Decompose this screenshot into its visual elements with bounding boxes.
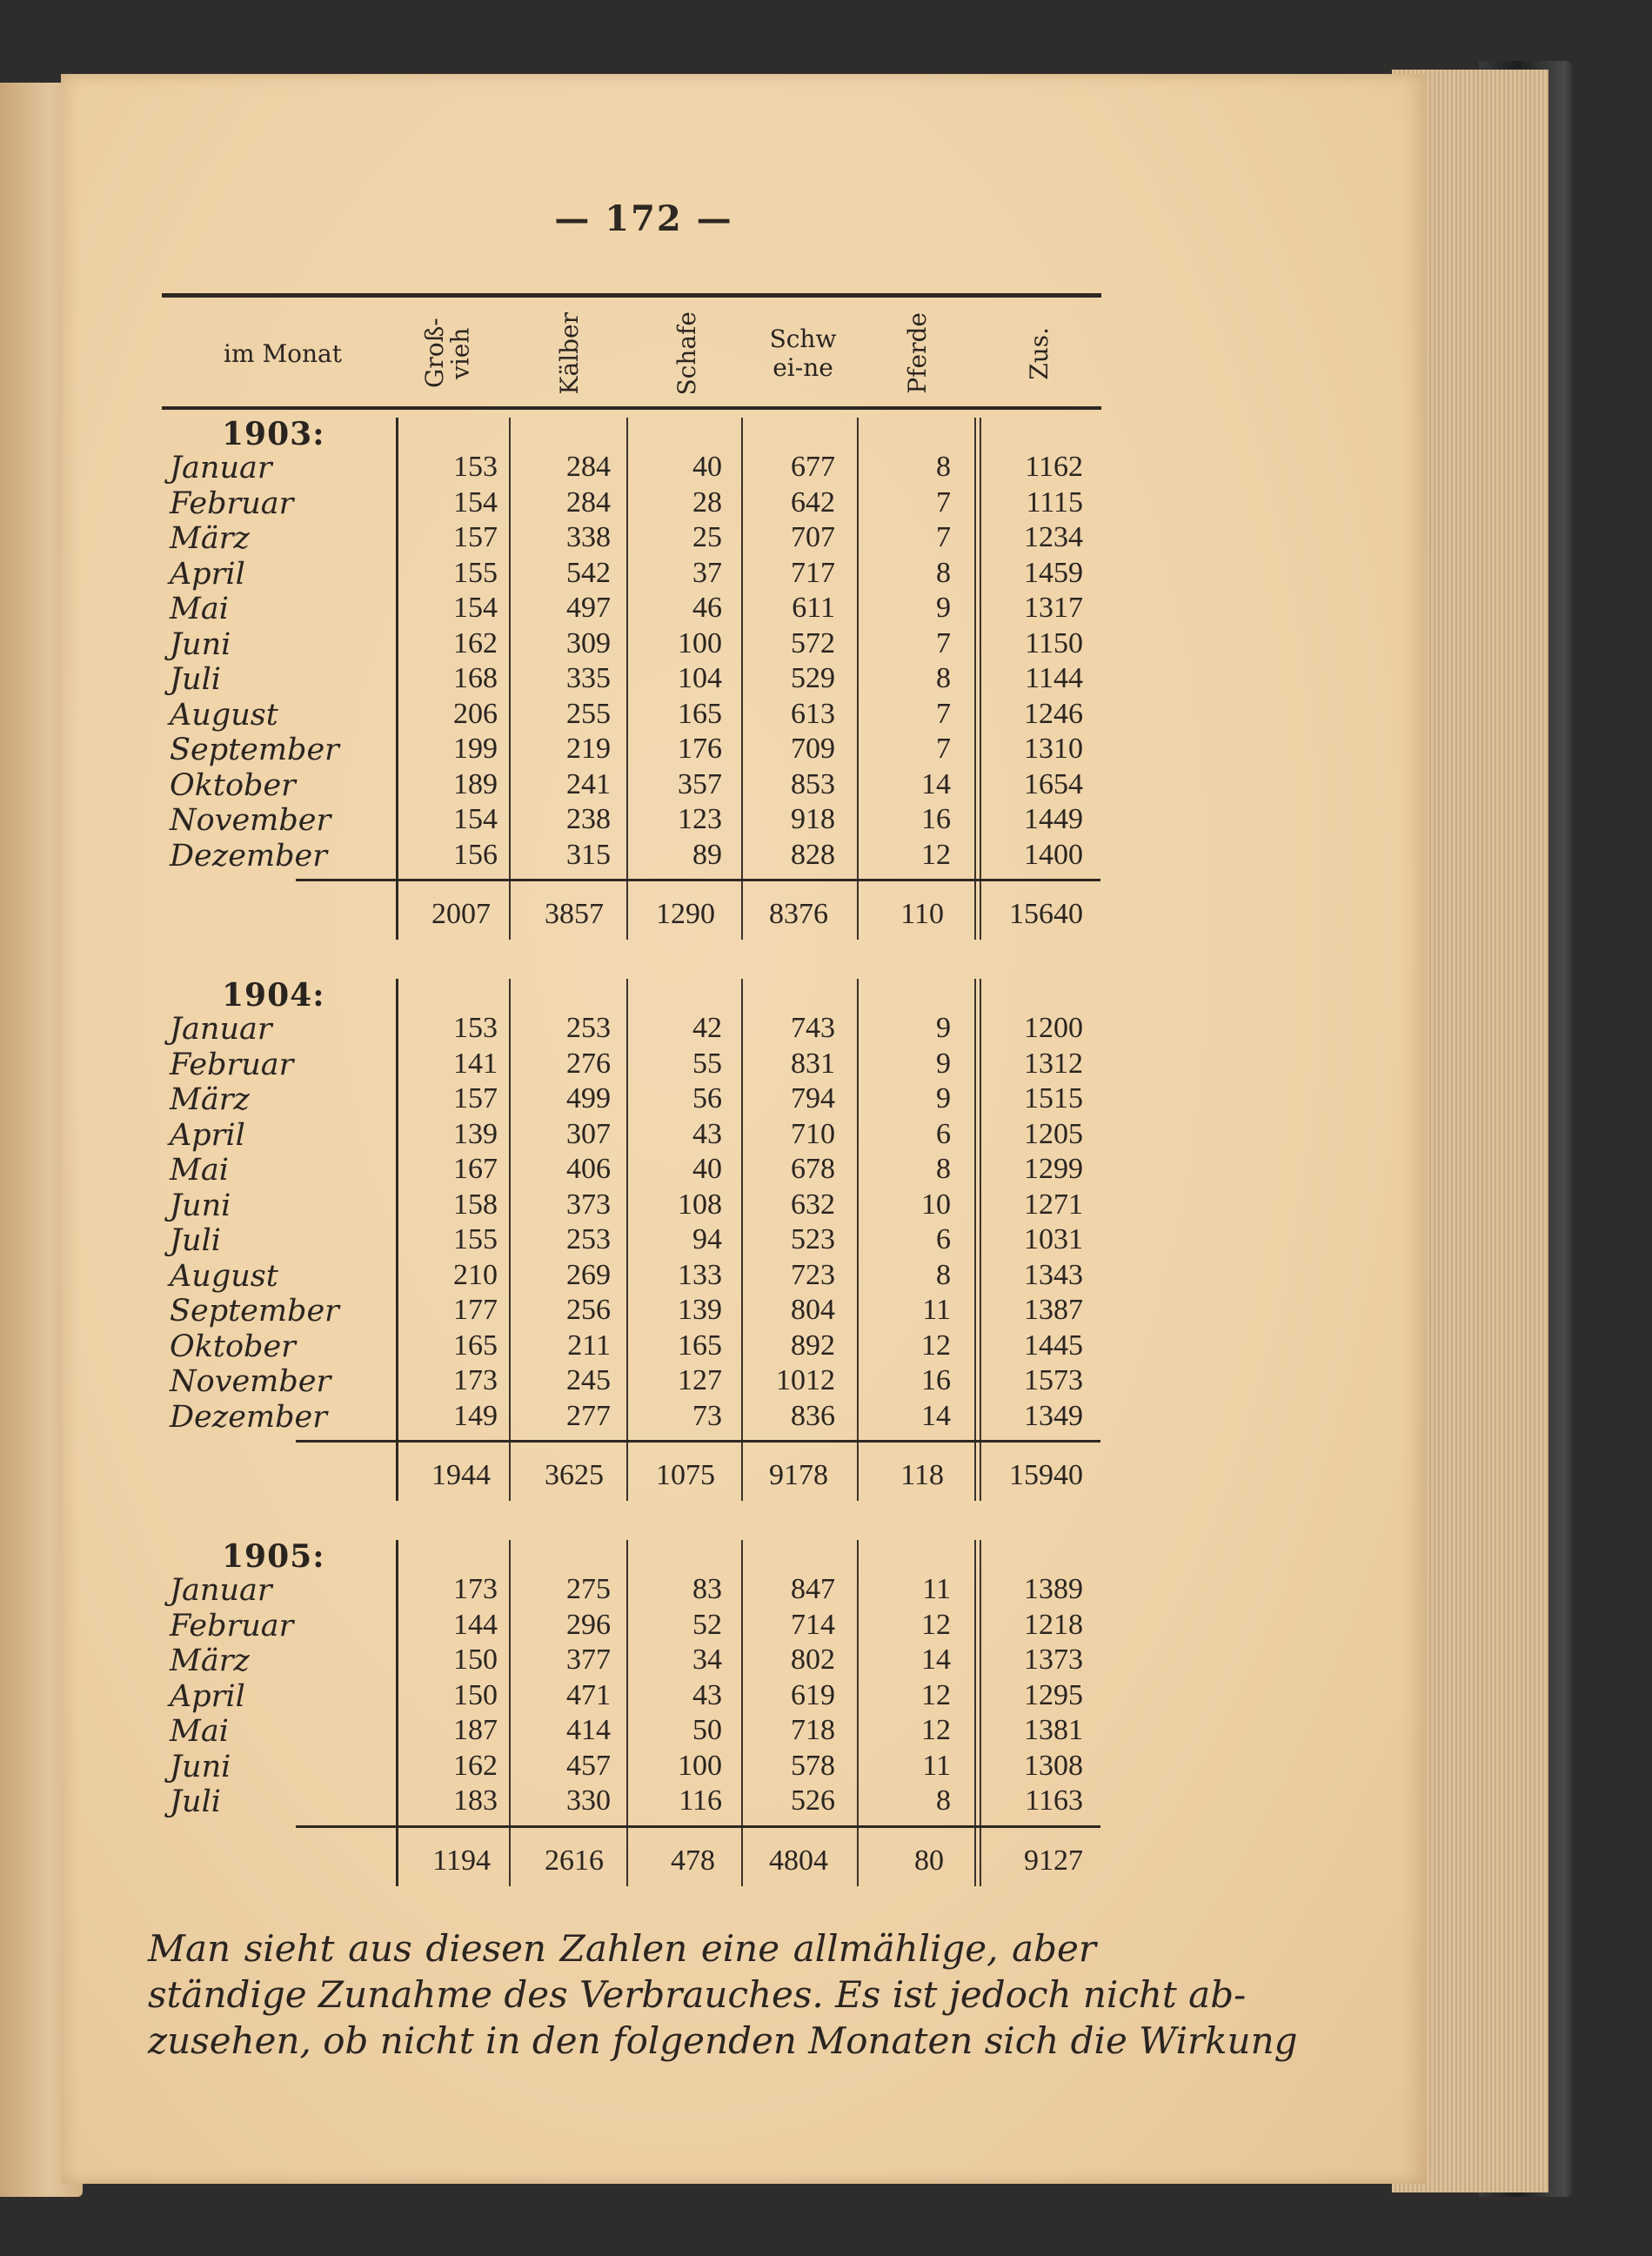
table-cell: 11 xyxy=(922,1573,951,1605)
table-top-rule xyxy=(162,293,1101,298)
month-label: März xyxy=(170,521,250,556)
table-cell: 804 xyxy=(791,1294,835,1326)
total-cell: 110 xyxy=(900,898,944,930)
month-label: September xyxy=(170,1294,339,1329)
column-divider xyxy=(980,1540,981,1886)
table-cell: 43 xyxy=(692,1678,722,1711)
table-cell: 9 xyxy=(936,592,951,624)
table-cell: 7 xyxy=(936,521,951,553)
header-kaelber xyxy=(513,305,626,402)
table-cell: 56 xyxy=(692,1082,722,1115)
column-divider xyxy=(626,1540,628,1886)
header-pferde xyxy=(861,305,974,402)
month-label: Mai xyxy=(170,1153,229,1188)
table-cell: 714 xyxy=(791,1608,835,1641)
table-cell: 529 xyxy=(791,662,835,694)
table-cell: 16 xyxy=(921,1364,951,1396)
table-cell: 497 xyxy=(566,592,611,624)
table-cell: 1515 xyxy=(1024,1082,1083,1115)
table-cell: 743 xyxy=(791,1012,835,1044)
table-cell: 144 xyxy=(453,1608,498,1641)
table-cell: 1162 xyxy=(1025,451,1083,483)
table-cell: 1573 xyxy=(1024,1364,1083,1396)
table-cell: 14 xyxy=(921,1399,951,1432)
table-cell: 8 xyxy=(936,662,951,694)
month-label: Juli xyxy=(170,1784,221,1819)
table-cell: 330 xyxy=(566,1784,611,1817)
table-cell: 123 xyxy=(678,803,722,835)
table-cell: 1654 xyxy=(1024,767,1083,800)
total-cell: 15640 xyxy=(1009,898,1083,930)
table-cell: 619 xyxy=(791,1678,835,1711)
table-cell: 241 xyxy=(566,767,611,800)
total-cell: 1194 xyxy=(432,1844,491,1877)
table-cell: 94 xyxy=(692,1223,722,1255)
table-cell: 139 xyxy=(453,1117,498,1150)
table-cell: 613 xyxy=(791,697,835,730)
month-label: Mai xyxy=(170,592,229,626)
table-cell: 199 xyxy=(453,733,498,765)
paragraph-line: Man sieht aus diesen Zahlen eine allmählige, aber xyxy=(148,1927,1096,1970)
table-cell: 707 xyxy=(791,521,835,553)
month-label: Oktober xyxy=(170,767,296,803)
table-cell: 189 xyxy=(453,767,498,800)
table-cell: 338 xyxy=(566,521,611,553)
table-cell: 154 xyxy=(453,592,498,624)
table-cell: 642 xyxy=(791,485,835,519)
column-divider xyxy=(857,418,859,940)
table-cell: 578 xyxy=(791,1749,835,1782)
table-cell: 157 xyxy=(453,1082,498,1115)
month-label: Mai xyxy=(170,1714,229,1749)
total-cell: 8376 xyxy=(769,898,828,930)
total-cell: 80 xyxy=(914,1844,944,1877)
month-label: Januar xyxy=(170,1012,272,1047)
total-cell: 2616 xyxy=(545,1844,604,1877)
table-cell: 253 xyxy=(566,1223,611,1255)
total-cell: 1075 xyxy=(656,1459,715,1491)
table-cell: 176 xyxy=(678,733,722,765)
column-divider xyxy=(626,418,628,940)
month-label: August xyxy=(170,1258,278,1294)
table-cell: 154 xyxy=(453,485,498,519)
year-heading: 1903: xyxy=(222,416,325,452)
header-kaelber-label: Kälber xyxy=(555,311,585,395)
table-cell: 836 xyxy=(791,1399,835,1432)
table-cell: 155 xyxy=(453,556,498,589)
table-cell: 918 xyxy=(791,803,835,835)
table-cell: 1445 xyxy=(1024,1329,1083,1362)
header-zus-label: Zus. xyxy=(1025,326,1054,380)
table-cell: 165 xyxy=(678,697,722,730)
table-cell: 165 xyxy=(678,1329,722,1362)
table-cell: 104 xyxy=(678,662,722,694)
table-cell: 1205 xyxy=(1024,1117,1083,1150)
column-divider xyxy=(857,979,859,1501)
table-cell: 1312 xyxy=(1024,1047,1083,1080)
sum-rule xyxy=(296,1825,1100,1828)
table-cell: 831 xyxy=(791,1047,835,1080)
table-cell: 542 xyxy=(566,556,611,589)
year-heading: 1904: xyxy=(222,977,325,1014)
table-cell: 1343 xyxy=(1024,1258,1083,1291)
table-cell: 9 xyxy=(936,1082,951,1115)
table-cell: 11 xyxy=(922,1294,951,1326)
paragraph-line: zusehen, ob nicht in den folgenden Monaten sich die Wirkung xyxy=(148,2019,1298,2062)
table-cell: 7 xyxy=(936,626,951,659)
table-cell: 377 xyxy=(566,1643,611,1676)
table-cell: 16 xyxy=(921,803,951,835)
header-month-label: im Monat xyxy=(224,338,342,368)
total-cell: 4804 xyxy=(769,1844,828,1877)
table-cell: 14 xyxy=(921,1643,951,1676)
total-cell: 118 xyxy=(900,1459,944,1491)
table-cell: 1295 xyxy=(1024,1678,1083,1711)
table-cell: 156 xyxy=(453,838,498,871)
table-cell: 1317 xyxy=(1024,592,1083,624)
table-cell: 499 xyxy=(566,1082,611,1115)
header-schafe xyxy=(631,305,744,402)
month-label: Februar xyxy=(170,485,294,521)
table-cell: 1389 xyxy=(1024,1573,1083,1605)
total-cell: 1290 xyxy=(656,898,715,930)
table-cell: 83 xyxy=(692,1573,722,1605)
table-cell: 211 xyxy=(567,1329,611,1362)
table-cell: 8 xyxy=(936,556,951,589)
table-cell: 1271 xyxy=(1024,1188,1083,1221)
table-cell: 1308 xyxy=(1024,1749,1083,1782)
table-cell: 710 xyxy=(791,1117,835,1150)
table-cell: 153 xyxy=(453,1012,498,1044)
table-cell: 28 xyxy=(692,485,722,519)
table-cell: 34 xyxy=(692,1643,722,1676)
table-cell: 116 xyxy=(679,1784,722,1817)
table-cell: 1144 xyxy=(1025,662,1083,694)
table-cell: 406 xyxy=(566,1153,611,1185)
column-divider xyxy=(741,979,743,1501)
table-cell: 847 xyxy=(791,1573,835,1605)
table-cell: 9 xyxy=(936,1047,951,1080)
column-divider xyxy=(509,1540,511,1886)
total-cell: 9178 xyxy=(769,1459,828,1491)
table-cell: 1449 xyxy=(1024,803,1083,835)
table-cell: 892 xyxy=(791,1329,835,1362)
table-cell: 73 xyxy=(692,1399,722,1432)
table-cell: 12 xyxy=(921,1329,951,1362)
table-cell: 7 xyxy=(936,697,951,730)
table-cell: 55 xyxy=(692,1047,722,1080)
table-cell: 296 xyxy=(566,1608,611,1641)
table-cell: 162 xyxy=(453,626,498,659)
header-schafe-label: Schafe xyxy=(672,311,702,396)
sum-rule xyxy=(296,1440,1100,1443)
column-divider xyxy=(509,979,511,1501)
table-cell: 46 xyxy=(692,592,722,624)
column-divider xyxy=(509,418,511,940)
table-cell: 1349 xyxy=(1024,1399,1083,1432)
table-cell: 150 xyxy=(453,1643,498,1676)
table-cell: 155 xyxy=(453,1223,498,1255)
month-label: September xyxy=(170,733,339,767)
table-cell: 357 xyxy=(678,767,722,800)
month-label: August xyxy=(170,697,278,733)
header-pferde-label: Pferde xyxy=(903,312,933,394)
table-cell: 139 xyxy=(678,1294,722,1326)
table-cell: 1200 xyxy=(1024,1012,1083,1044)
table-cell: 127 xyxy=(678,1364,722,1396)
column-divider xyxy=(396,418,398,940)
table-cell: 50 xyxy=(692,1714,722,1746)
table-cell: 219 xyxy=(566,733,611,765)
month-label: April xyxy=(170,1117,245,1153)
column-divider xyxy=(741,1540,743,1886)
year-heading: 1905: xyxy=(222,1538,325,1575)
table-cell: 677 xyxy=(791,451,835,483)
table-cell: 276 xyxy=(566,1047,611,1080)
table-cell: 853 xyxy=(791,767,835,800)
month-label: Dezember xyxy=(170,838,327,874)
table-cell: 1115 xyxy=(1026,485,1083,519)
table-cell: 526 xyxy=(791,1784,835,1817)
month-label: Februar xyxy=(170,1047,294,1082)
table-cell: 141 xyxy=(453,1047,498,1080)
total-cell: 478 xyxy=(671,1844,715,1877)
table-cell: 133 xyxy=(678,1258,722,1291)
table-cell: 12 xyxy=(921,1714,951,1746)
table-cell: 40 xyxy=(692,451,722,483)
table-cell: 89 xyxy=(692,838,722,871)
table-cell: 11 xyxy=(922,1749,951,1782)
table-cell: 162 xyxy=(453,1749,498,1782)
table-cell: 149 xyxy=(453,1399,498,1432)
month-label: Januar xyxy=(170,1573,272,1608)
table-cell: 12 xyxy=(921,838,951,871)
table-cell: 1150 xyxy=(1025,626,1083,659)
total-cell: 15940 xyxy=(1009,1459,1083,1491)
table-cell: 187 xyxy=(453,1714,498,1746)
table-cell: 828 xyxy=(791,838,835,871)
table-cell: 12 xyxy=(921,1608,951,1641)
table-cell: 8 xyxy=(936,1784,951,1817)
table-cell: 275 xyxy=(566,1573,611,1605)
table-cell: 256 xyxy=(566,1294,611,1326)
month-label: November xyxy=(170,1364,331,1399)
column-divider xyxy=(857,1540,859,1886)
month-label: März xyxy=(170,1082,250,1117)
table-cell: 471 xyxy=(566,1678,611,1711)
table-cell: 611 xyxy=(792,592,835,624)
table-cell: 6 xyxy=(936,1223,951,1255)
table-cell: 1459 xyxy=(1024,556,1083,589)
column-divider xyxy=(626,979,628,1501)
table-cell: 43 xyxy=(692,1117,722,1150)
table-cell: 6 xyxy=(936,1117,951,1150)
table-cell: 457 xyxy=(566,1749,611,1782)
table-cell: 1400 xyxy=(1024,838,1083,871)
table-cell: 14 xyxy=(921,767,951,800)
table-cell: 210 xyxy=(453,1258,498,1291)
month-label: Juli xyxy=(170,662,221,697)
table-cell: 168 xyxy=(453,662,498,694)
table-cell: 108 xyxy=(678,1188,722,1221)
column-divider xyxy=(396,979,398,1501)
table-cell: 1310 xyxy=(1024,733,1083,765)
table-cell: 277 xyxy=(566,1399,611,1432)
table-cell: 284 xyxy=(566,451,611,483)
header-zus xyxy=(979,305,1100,402)
table-cell: 794 xyxy=(791,1082,835,1115)
table-cell: 1373 xyxy=(1024,1643,1083,1676)
column-divider xyxy=(974,1540,976,1886)
table-cell: 523 xyxy=(791,1223,835,1255)
table-cell: 1246 xyxy=(1024,697,1083,730)
table-cell: 7 xyxy=(936,733,951,765)
table-cell: 1381 xyxy=(1024,1714,1083,1746)
header-grossvieh-label: Groß-vieh xyxy=(420,318,475,389)
month-label: Februar xyxy=(170,1608,294,1643)
table-cell: 245 xyxy=(566,1364,611,1396)
total-cell: 3857 xyxy=(545,898,604,930)
total-cell: 9127 xyxy=(1024,1844,1083,1877)
table-cell: 157 xyxy=(453,521,498,553)
total-cell: 1944 xyxy=(431,1459,491,1491)
paragraph-line: ständige Zunahme des Verbrauches. Es ist jedoch nicht ab- xyxy=(148,1973,1247,2016)
table-cell: 678 xyxy=(791,1153,835,1185)
column-divider xyxy=(980,418,981,940)
column-divider xyxy=(396,1540,398,1886)
month-label: November xyxy=(170,803,331,838)
column-divider xyxy=(980,979,981,1501)
table-cell: 9 xyxy=(936,1012,951,1044)
month-label: Dezember xyxy=(170,1399,327,1435)
page-number: — 172 — xyxy=(554,198,733,239)
table-cell: 335 xyxy=(566,662,611,694)
table-cell: 8 xyxy=(936,1153,951,1185)
month-label: Juni xyxy=(170,1749,231,1784)
table-cell: 802 xyxy=(791,1643,835,1676)
table-cell: 709 xyxy=(791,733,835,765)
table-cell: 52 xyxy=(692,1608,722,1641)
table-cell: 1218 xyxy=(1024,1608,1083,1641)
table-cell: 10 xyxy=(921,1188,951,1221)
month-label: Juli xyxy=(170,1223,221,1258)
table-cell: 25 xyxy=(692,521,722,553)
table-cell: 572 xyxy=(791,626,835,659)
month-label: Oktober xyxy=(170,1329,296,1364)
table-cell: 723 xyxy=(791,1258,835,1291)
table-cell: 153 xyxy=(453,451,498,483)
table-cell: 1163 xyxy=(1025,1784,1083,1817)
table-cell: 1299 xyxy=(1024,1153,1083,1185)
table-cell: 173 xyxy=(453,1364,498,1396)
table-cell: 7 xyxy=(936,485,951,519)
table-cell: 1387 xyxy=(1024,1294,1083,1326)
header-schweine-label: Schwei-ne xyxy=(769,325,837,382)
table-cell: 37 xyxy=(692,556,722,589)
table-cell: 1031 xyxy=(1024,1223,1083,1255)
table-cell: 414 xyxy=(566,1714,611,1746)
table-cell: 373 xyxy=(566,1188,611,1221)
table-cell: 632 xyxy=(791,1188,835,1221)
table-cell: 8 xyxy=(936,1258,951,1291)
table-cell: 717 xyxy=(791,556,835,589)
column-divider xyxy=(974,418,976,940)
sum-rule xyxy=(296,879,1100,881)
table-cell: 269 xyxy=(566,1258,611,1291)
total-cell: 2007 xyxy=(431,898,491,930)
table-cell: 40 xyxy=(692,1153,722,1185)
table-header-rule xyxy=(162,406,1101,410)
month-label: April xyxy=(170,556,245,592)
table-cell: 309 xyxy=(566,626,611,659)
month-label: April xyxy=(170,1678,245,1714)
month-label: Juni xyxy=(170,626,231,662)
table-cell: 284 xyxy=(566,485,611,519)
table-cell: 165 xyxy=(453,1329,498,1362)
table-cell: 315 xyxy=(566,838,611,871)
table-cell: 100 xyxy=(678,1749,722,1782)
table-cell: 100 xyxy=(678,626,722,659)
month-label: Juni xyxy=(170,1188,231,1223)
table-cell: 238 xyxy=(566,803,611,835)
table-cell: 8 xyxy=(936,451,951,483)
table-cell: 253 xyxy=(566,1012,611,1044)
table-cell: 183 xyxy=(453,1784,498,1817)
table-cell: 1012 xyxy=(776,1364,835,1396)
table-cell: 718 xyxy=(791,1714,835,1746)
month-label: Januar xyxy=(170,451,272,485)
table-cell: 173 xyxy=(453,1573,498,1605)
table-cell: 1234 xyxy=(1024,521,1083,553)
table-cell: 154 xyxy=(453,803,498,835)
table-cell: 255 xyxy=(566,697,611,730)
header-month xyxy=(174,305,391,402)
table-cell: 150 xyxy=(453,1678,498,1711)
column-divider xyxy=(974,979,976,1501)
table-cell: 42 xyxy=(692,1012,722,1044)
table-cell: 206 xyxy=(453,697,498,730)
header-grossvieh xyxy=(400,305,505,402)
table-cell: 12 xyxy=(921,1678,951,1711)
total-cell: 3625 xyxy=(545,1459,604,1491)
month-label: März xyxy=(170,1643,250,1678)
table-cell: 307 xyxy=(566,1117,611,1150)
table-cell: 177 xyxy=(453,1294,498,1326)
column-divider xyxy=(741,418,743,940)
header-schweine xyxy=(746,305,859,402)
table-cell: 158 xyxy=(453,1188,498,1221)
table-cell: 167 xyxy=(453,1153,498,1185)
